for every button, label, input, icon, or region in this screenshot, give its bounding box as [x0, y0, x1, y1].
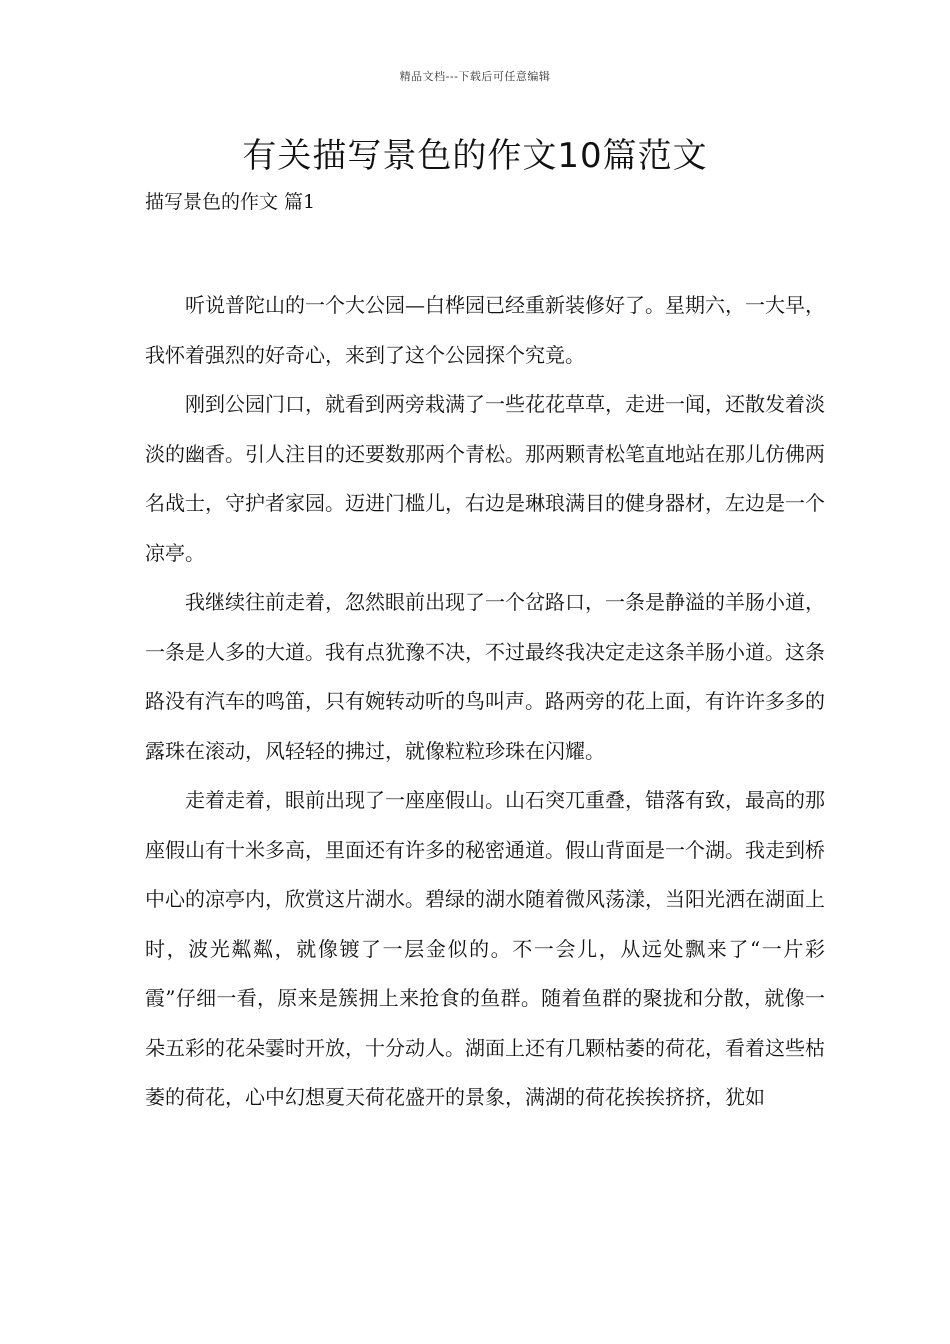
essay-body [145, 281, 825, 1123]
document-title: 有关描写景色的作文10篇范文 [242, 136, 708, 176]
section-heading: 描写景色的作文 篇1 [145, 191, 316, 213]
paragraph: 我继续往前走着，忽然眼前出现了一个岔路口，一条是静溢的羊肠小道，一条是人多的大道。我有点犹豫不决，不过最终我决定走这条羊肠小道。这条路没有汽车的鸣笛，只有婉转动听的鸟叫声。路两旁的花上面，有许许多多的露珠在滚动，风轻轻的拂过，就像粒粒珍珠在闪耀。 [145, 590, 825, 763]
header-note: 精品文档---下载后可任意编辑 [399, 70, 551, 83]
paragraph: 听说普陀山的一个大公园—白桦园已经重新装修好了。星期六，一大早，我怀着强烈的好奇心，来到了这个公园探个究竟。 [145, 293, 825, 367]
paragraph: 刚到公园门口，就看到两旁栽满了一些花花草草，走进一闻，还散发着淡淡的幽香。引人注目的还要数那两个青松。那两颗青松笔直地站在那儿仿佛两名战士，守护者家园。迈进门槛儿，右边是琳琅满目的健身器材，左边是一个凉亭。 [145, 392, 825, 565]
paragraph: 走着走着，眼前出现了一座座假山。山石突兀重叠，错落有致，最高的那座假山有十米多高，里面还有许多的秘密通道。假山背面是一个湖。我走到桥中心的凉亭内，欣赏这片湖水。碧绿的湖水随着微风荡漾，当阳光洒在湖面上时，波光粼粼，就像镀了一层金似的。不一会儿，从远处飘来了“一片彩霞”仔细一看，原来是簇拥上来抢食的鱼群。随着鱼群的聚拢和分散，就像一朵五彩的花朵霎时开放，十分动人。湖面上还有几颗枯萎的荷花，看着这些枯萎的荷花，心中幻想夏天荷花盛开的景象，满湖的荷花挨挨挤挤，犹如 [145, 788, 825, 1109]
